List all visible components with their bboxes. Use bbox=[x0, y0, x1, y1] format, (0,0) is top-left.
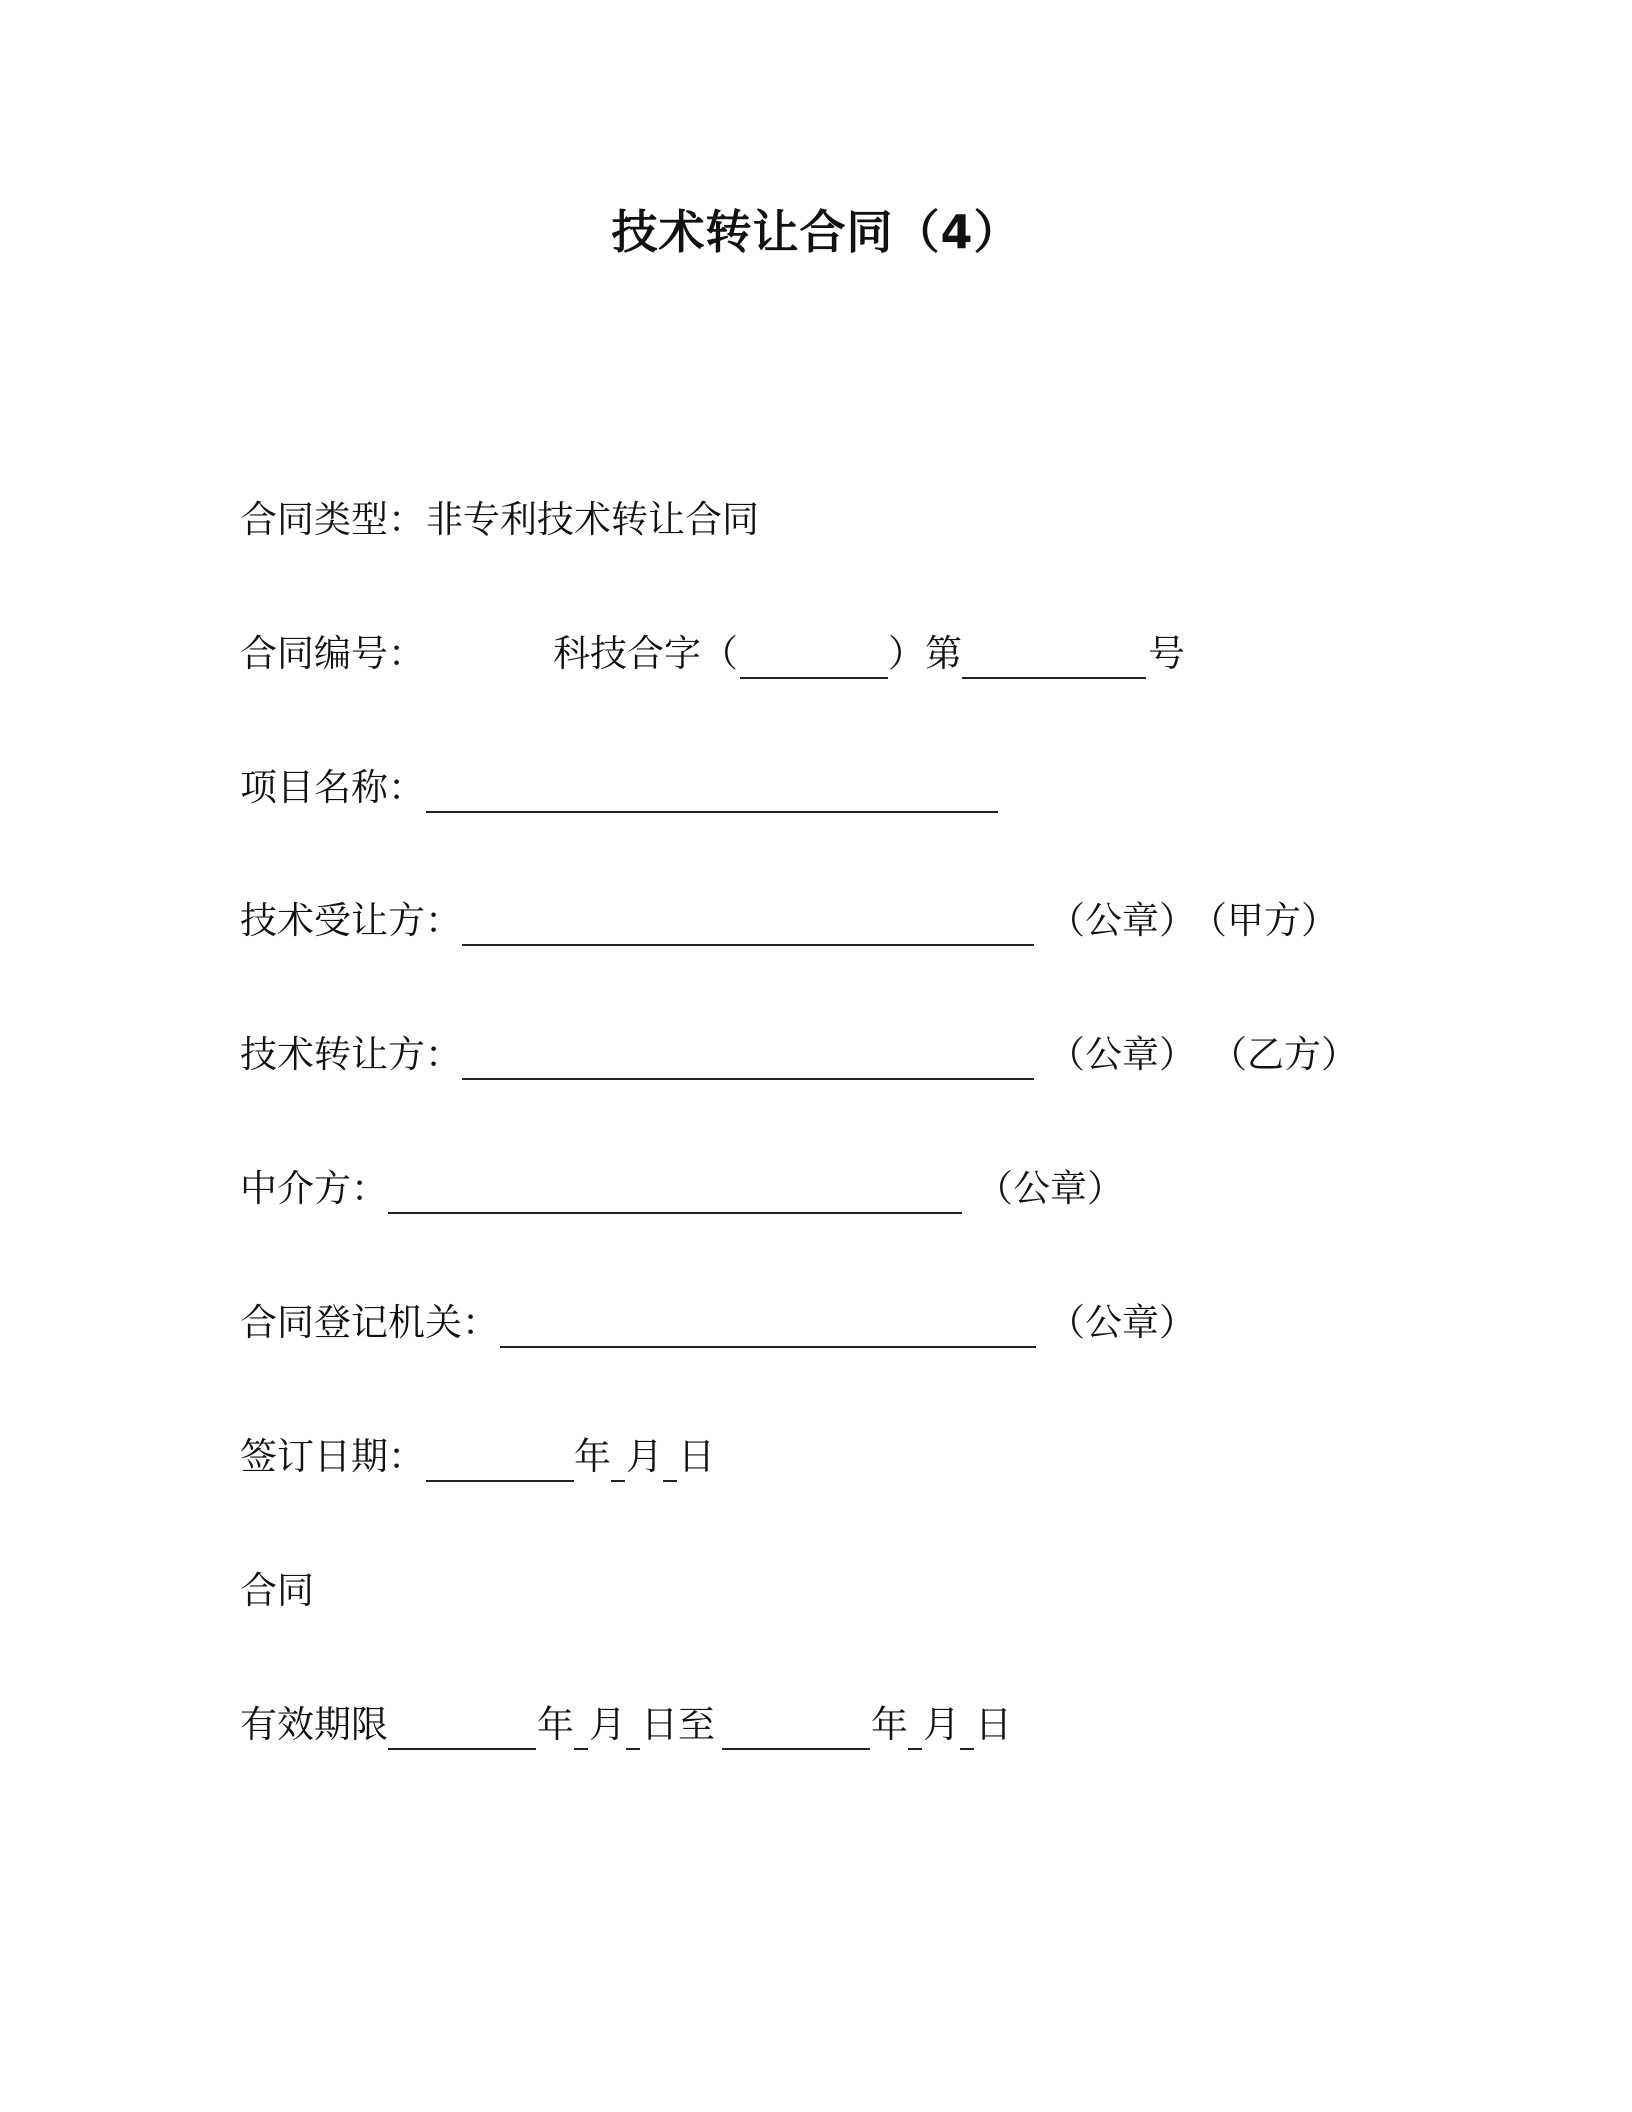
contract-number-middle: ）第 bbox=[888, 632, 962, 675]
transferee-row bbox=[240, 893, 1360, 949]
intermediary-label: 中介方： bbox=[240, 1167, 388, 1210]
signing-date-day-blank[interactable] bbox=[663, 1480, 677, 1482]
contract-number-blank-2[interactable] bbox=[962, 677, 1146, 679]
registration-authority-label: 合同登记机关： bbox=[240, 1301, 499, 1344]
transferor-label: 技术转让方： bbox=[240, 1033, 462, 1076]
contract-number-prefix: 科技合字（ bbox=[553, 632, 738, 675]
signing-date-day: 日 bbox=[678, 1435, 715, 1478]
project-name-row bbox=[240, 760, 1040, 816]
validity-end-year-blank[interactable] bbox=[722, 1748, 870, 1750]
project-name-blank[interactable] bbox=[426, 811, 998, 813]
transferee-party: （甲方） bbox=[1190, 899, 1338, 942]
validity-start-day-to: 日至 bbox=[641, 1703, 715, 1746]
signing-date-label: 签订日期： bbox=[240, 1435, 425, 1478]
validity-start-month: 月 bbox=[589, 1703, 626, 1746]
registration-authority-seal: （公章） bbox=[1048, 1301, 1196, 1344]
contract-number-row bbox=[240, 626, 1240, 682]
intermediary-blank[interactable] bbox=[388, 1212, 962, 1214]
contract-number-suffix: 号 bbox=[1148, 632, 1185, 675]
validity-start-year-blank[interactable] bbox=[388, 1748, 536, 1750]
validity-end-month: 月 bbox=[923, 1703, 960, 1746]
signing-date-month: 月 bbox=[626, 1435, 663, 1478]
signing-date-month-blank[interactable] bbox=[611, 1480, 625, 1482]
contract-number-blank-1[interactable] bbox=[740, 677, 888, 679]
transferor-seal: （公章） bbox=[1048, 1033, 1196, 1076]
validity-end-year: 年 bbox=[871, 1703, 908, 1746]
transferor-blank[interactable] bbox=[462, 1078, 1034, 1080]
document-title: 技术转让合同（4） bbox=[611, 205, 1021, 259]
registration-authority-blank[interactable] bbox=[500, 1346, 1036, 1348]
validity-label: 有效期限 bbox=[240, 1703, 388, 1746]
intermediary-row bbox=[240, 1161, 1140, 1217]
project-name-label: 项目名称： bbox=[240, 766, 425, 809]
validity-end-month-blank[interactable] bbox=[908, 1748, 922, 1750]
transferee-blank[interactable] bbox=[462, 944, 1034, 946]
signing-date-row bbox=[240, 1429, 800, 1485]
contract-type-label: 合同类型： bbox=[240, 498, 425, 541]
validity-row bbox=[240, 1697, 1060, 1753]
validity-start-year: 年 bbox=[537, 1703, 574, 1746]
validity-end-day-blank[interactable] bbox=[960, 1748, 974, 1750]
transferee-label: 技术受让方： bbox=[240, 899, 462, 942]
contract-word: 合同 bbox=[240, 1569, 314, 1612]
contract-type-value: 非专利技术转让合同 bbox=[426, 498, 759, 541]
contract-number-label: 合同编号： bbox=[240, 632, 425, 675]
transferor-party: （乙方） bbox=[1210, 1033, 1358, 1076]
validity-end-day: 日 bbox=[975, 1703, 1012, 1746]
signing-date-year: 年 bbox=[574, 1435, 611, 1478]
transferor-row bbox=[240, 1027, 1360, 1083]
signing-date-year-blank[interactable] bbox=[426, 1480, 574, 1482]
registration-authority-row bbox=[240, 1295, 1240, 1351]
validity-start-day-blank[interactable] bbox=[626, 1748, 640, 1750]
validity-start-month-blank[interactable] bbox=[574, 1748, 588, 1750]
transferee-seal: （公章） bbox=[1048, 899, 1196, 942]
intermediary-seal: （公章） bbox=[976, 1167, 1124, 1210]
